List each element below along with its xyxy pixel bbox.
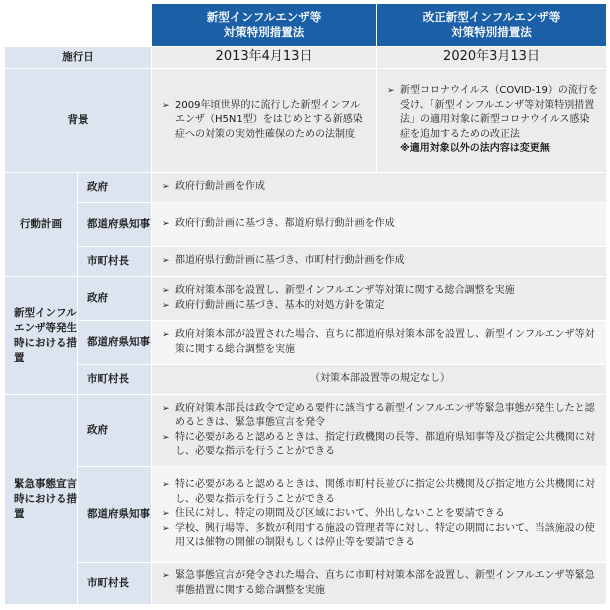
emergency-gov-text-2: 特に必要があると認めるときは、指定行政機関の長等、都道府県知事等及び指定公共機関に対し、必要な指示を行うことができる	[175, 431, 595, 457]
header-col-original-line2: 対策特別措置法	[223, 25, 305, 39]
emergency-pref-cell	[152, 467, 607, 563]
arrow-bullet-icon: ➢	[387, 86, 395, 97]
emergency-pref-item	[162, 478, 598, 507]
action-plan-pref-text: 政府行動計画に基づき、都道府県行動計画を作成	[175, 218, 395, 230]
action-plan-gov-text: 政府行動計画を作成	[175, 181, 265, 193]
action-plan-gov-item	[162, 180, 598, 195]
arrow-bullet-icon: ➢	[162, 182, 170, 193]
arrow-bullet-icon: ➢	[162, 256, 170, 267]
arrow-bullet-icon: ➢	[162, 300, 170, 311]
header-col-revised-line1: 改正新型インフルエンザ等	[422, 10, 561, 24]
comparison-table	[4, 3, 607, 605]
outbreak-pref-item	[162, 328, 598, 357]
arrow-bullet-icon: ➢	[162, 480, 170, 491]
action-plan-pref-label: 都道府県知事	[78, 203, 152, 247]
header-col-revised-line2: 対策特別措置法	[451, 25, 532, 39]
arrow-bullet-icon: ➢	[162, 509, 170, 520]
emergency-gov-item	[162, 402, 598, 431]
background-original	[152, 69, 377, 173]
action-plan-city-label: 市町村長	[78, 247, 152, 277]
emergency-gov-text-1: 政府対策本部長は政令で定める要件に該当する新型インフルエンザ等緊急事態が発生したと認めるときは、緊急事態宣言を発令	[175, 402, 595, 428]
background-original-text: 2009年頃世界的に流行した新型インフルエンザ（H5N1型）をはじめとする新感染症への対策の実効性確保のための法制度	[175, 99, 363, 140]
outbreak-gov-text-1: 政府対策本部を設置し、新型インフルエンザ等対策に関する総合調整を実施	[175, 285, 515, 296]
emergency-city-text: 緊急事態宣言が発令された場合、直ちに市町村対策本部を設置し、新型インフルエンザ等緊急事態措置に関する総合調整を実施	[175, 570, 595, 596]
action-plan-gov-label: 政府	[78, 173, 152, 203]
outbreak-pref-label: 都道府県知事	[78, 321, 152, 365]
action-plan-gov-cell	[152, 173, 607, 203]
background-revised-text: 新型コロナウイルス（COVID-19）の流行を受け、「新型インフルエンザ等対策特別措置法」の適用対象に新型コロナウイルス感染症を追加するための改正法	[400, 85, 598, 140]
action-plan-city-item	[162, 254, 598, 269]
enforcement-date-original: 2013年4月13日	[152, 47, 377, 69]
emergency-pref-item	[162, 522, 598, 551]
emergency-gov-label: 政府	[78, 395, 152, 467]
arrow-bullet-icon: ➢	[162, 219, 170, 230]
header-empty-cell	[5, 4, 152, 47]
emergency-pref-text-1: 特に必要があると認めるときは、関係市町村長並びに指定公共機関及び指定地方公共機関に対し、必要な指示を行うことができる	[175, 479, 595, 505]
header-col-original-line1: 新型インフルエンザ等	[206, 10, 322, 24]
outbreak-pref-text: 政府対策本部が設置された場合、直ちに都道府県対策本部を設置し、新型インフルエンザ等対策に関する総合調整を実施	[175, 329, 595, 355]
emergency-pref-label: 都道府県知事	[78, 467, 152, 563]
action-plan-pref-cell	[152, 203, 607, 247]
emergency-gov-cell	[152, 395, 607, 467]
action-plan-city-cell	[152, 247, 607, 277]
emergency-city-label: 市町村長	[78, 563, 152, 605]
emergency-label: 緊急事態宣言時における措置	[5, 395, 78, 605]
arrow-bullet-icon: ➢	[162, 432, 170, 443]
outbreak-gov-label: 政府	[78, 277, 152, 321]
outbreak-gov-item	[162, 299, 598, 314]
action-plan-city-text: 都道府県行動計画に基づき、市町村行動計画を作成	[175, 255, 405, 267]
background-original-item	[162, 99, 368, 143]
emergency-gov-item	[162, 431, 598, 460]
enforcement-label: 施行日	[5, 47, 152, 69]
background-revised	[377, 69, 607, 173]
arrow-bullet-icon: ➢	[162, 523, 170, 534]
arrow-bullet-icon: ➢	[162, 403, 170, 414]
background-label: 背景	[5, 69, 152, 173]
outbreak-pref-cell	[152, 321, 607, 365]
background-revised-item	[387, 84, 598, 142]
arrow-bullet-icon: ➢	[162, 100, 170, 111]
outbreak-city-label: 市町村長	[78, 365, 152, 395]
outbreak-gov-item	[162, 284, 598, 299]
header-col-revised	[377, 4, 607, 47]
enforcement-date-revised: 2020年3月13日	[377, 47, 607, 69]
emergency-city-item	[162, 569, 598, 598]
background-revised-note: ※適用対象以外の法内容は変更無	[400, 143, 550, 155]
action-plan-label: 行動計画	[5, 173, 78, 277]
outbreak-gov-text-2: 政府行動計画に基づき、基本的対処方針を策定	[175, 299, 385, 311]
arrow-bullet-icon: ➢	[162, 571, 170, 581]
emergency-city-cell	[152, 563, 607, 605]
emergency-pref-item	[162, 507, 598, 522]
arrow-bullet-icon: ➢	[162, 330, 170, 340]
outbreak-city-text: （対策本部設置等の規定なし）	[152, 365, 607, 395]
header-col-original	[152, 4, 377, 47]
emergency-pref-text-3: 学校、興行場等、多数が利用する施設の管理者等に対し、特定の期間において、当該施設の使用又は催物の開催の制限もしくは停止等を要請できる	[175, 522, 595, 549]
arrow-bullet-icon: ➢	[162, 286, 170, 296]
outbreak-label: 新型インフルエンザ等発生時における措置	[5, 277, 78, 395]
emergency-pref-text-2: 住民に対し、特定の期間及び区域において、外出しないことを要請できる	[175, 508, 505, 520]
outbreak-gov-cell	[152, 277, 607, 321]
action-plan-pref-item	[162, 217, 598, 232]
